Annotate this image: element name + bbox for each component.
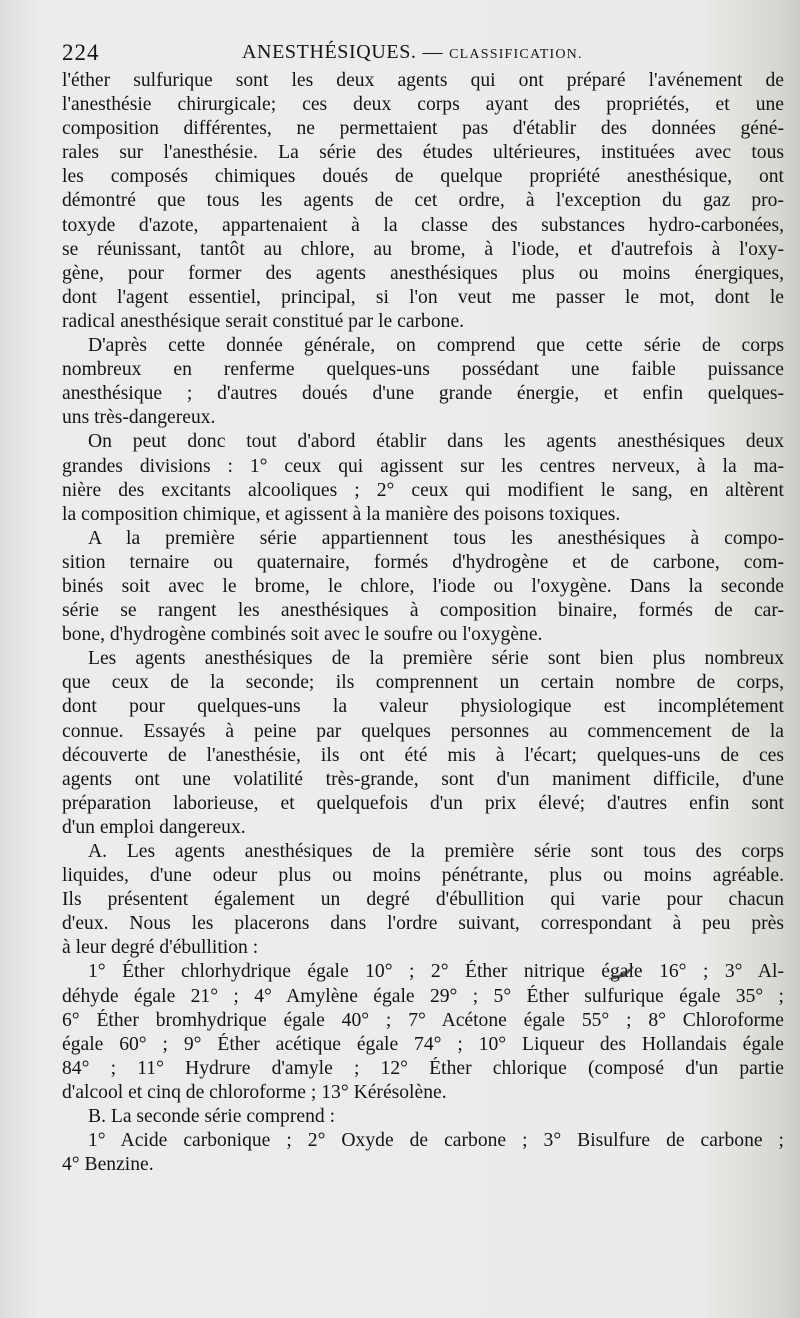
text-line: découverte de l'anesthésie, ils ont été mis à l'écart; quelques-uns de ces (62, 744, 784, 766)
running-title-dash: — (422, 41, 444, 63)
text-line: binés soit avec le brome, le chlore, l'iode ou l'oxygène. Dans la seconde (62, 575, 784, 597)
text-line: 1° Éther chlorhydrique égale 10° ; 2° Éther nitrique égale 16° ; 3° Al- (88, 961, 784, 983)
text-line: d'un emploi dangereux. (62, 816, 246, 838)
running-title (242, 41, 583, 64)
text-line: la composition chimique, et agissent à la manière des poisons toxiques. (62, 503, 621, 525)
text-line: préparation laborieuse, et quelquefois d'un prix élevé; d'autres enfin sont (62, 792, 784, 814)
text-line: sition ternaire ou quaternaire, formés d'hydrogène et de carbone, com- (62, 551, 784, 573)
text-line: D'après cette donnée générale, on comprend que cette série de corps (88, 335, 784, 357)
text-line: nombreux en renferme quelques-uns possédant une faible puissance (62, 359, 784, 381)
text-line: Les agents anesthésiques de la première série sont bien plus nombreux (88, 648, 784, 670)
text-line: anesthésique ; d'autres doués d'une grande énergie, et enfin quelques- (62, 383, 784, 405)
text-line: grandes divisions : 1° ceux qui agissent sur les centres nerveux, à la ma- (62, 455, 784, 477)
text-line: déhyde égale 21° ; 4° Amylène égale 29° ; 5° Éther sulfurique égale 35° ; (62, 985, 784, 1007)
text-line: On peut donc tout d'abord établir dans les agents anesthésiques deux (88, 431, 784, 453)
ink-stain-mark (606, 964, 636, 982)
text-line: B. La seconde série comprend : (88, 1106, 336, 1128)
text-line: A la première série appartiennent tous les anesthésiques à compo- (88, 527, 784, 549)
text-line: 1° Acide carbonique ; 2° Oxyde de carbone ; 3° Bisulfure de carbone ; (88, 1130, 784, 1152)
text-line: radical anesthésique serait constitué par le carbone. (62, 310, 465, 332)
text-line: d'alcool et cinq de chloroforme ; 13° Kérésolène. (62, 1081, 447, 1103)
text-line: se réunissant, tantôt au chlore, au brome, à l'iode, et d'autrefois à l'oxy- (62, 238, 784, 260)
text-line: égale 60° ; 9° Éther acétique égale 74° ; 10° Liqueur des Hollandais égale (62, 1033, 784, 1055)
page-number: 224 (62, 40, 100, 65)
text-line: rales sur l'anesthésie. La série des études ultérieures, instituées avec tous (62, 142, 784, 164)
text-line: nière des excitants alcooliques ; 2° ceux qui modifient le sang, en altèrent (62, 479, 784, 501)
text-line: 84° ; 11° Hydrure d'amyle ; 12° Éther chlorique (composé d'un partie (62, 1057, 784, 1079)
text-line: Ils présentent également un degré d'ébullition qui varie pour chacun (62, 889, 784, 911)
text-line: les composés chimiques doués de quelque propriété anesthésique, ont (62, 166, 784, 188)
text-line: d'eux. Nous les placerons dans l'ordre suivant, correspondant à peu près (62, 913, 784, 935)
text-line: 4° Benzine. (62, 1154, 154, 1176)
text-line: bone, d'hydrogène combinés soit avec le soufre ou l'oxygène. (62, 624, 543, 646)
text-line: agents ont une volatilité très-grande, sont d'un maniment difficile, d'une (62, 768, 784, 790)
text-line: toxyde d'azote, appartenaient à la classe des substances hydro-carbonées, (62, 214, 784, 236)
text-line: série se rangent les anesthésiques à composition binaire, formés de car- (62, 600, 784, 622)
text-line: démontré que tous les agents de cet ordre, à l'exception du gaz pro- (62, 190, 784, 212)
text-line: gène, pour former des agents anesthésiques plus ou moins énergiques, (62, 262, 784, 284)
text-line: connue. Essayés à peine par quelques personnes au commencement de la (62, 720, 784, 742)
text-line: uns très-dangereux. (62, 407, 216, 429)
body-text (62, 69, 784, 1177)
text-line: l'anesthésie chirurgicale; ces deux corps ayant des propriétés, et une (62, 94, 784, 116)
text-line: composition différentes, ne permettaient pas d'établir des données géné- (62, 118, 784, 140)
text-line: à leur degré d'ébullition : (62, 937, 259, 959)
text-line: liquides, d'une odeur plus ou moins pénétrante, plus ou moins agréable. (62, 865, 784, 887)
text-line: A. Les agents anesthésiques de la première série sont tous des corps (88, 841, 784, 862)
text-line: 6° Éther bromhydrique égale 40° ; 7° Acétone égale 55° ; 8° Chloroforme (62, 1009, 784, 1031)
running-title-main: ANESTHÉSIQUES. (242, 41, 417, 63)
text-line: l'éther sulfurique sont les deux agents qui ont préparé l'avénement de (62, 70, 784, 91)
running-title-section: CLASSIFICATION. (449, 47, 583, 62)
text-line: dont l'agent essentiel, principal, si l'on veut me passer le mot, dont le (62, 286, 784, 308)
text-line: que ceux de la seconde; ils comprennent un certain nombre de corps, (62, 672, 784, 694)
text-line: dont pour quelques-uns la valeur physiologique est incomplétement (62, 696, 784, 718)
